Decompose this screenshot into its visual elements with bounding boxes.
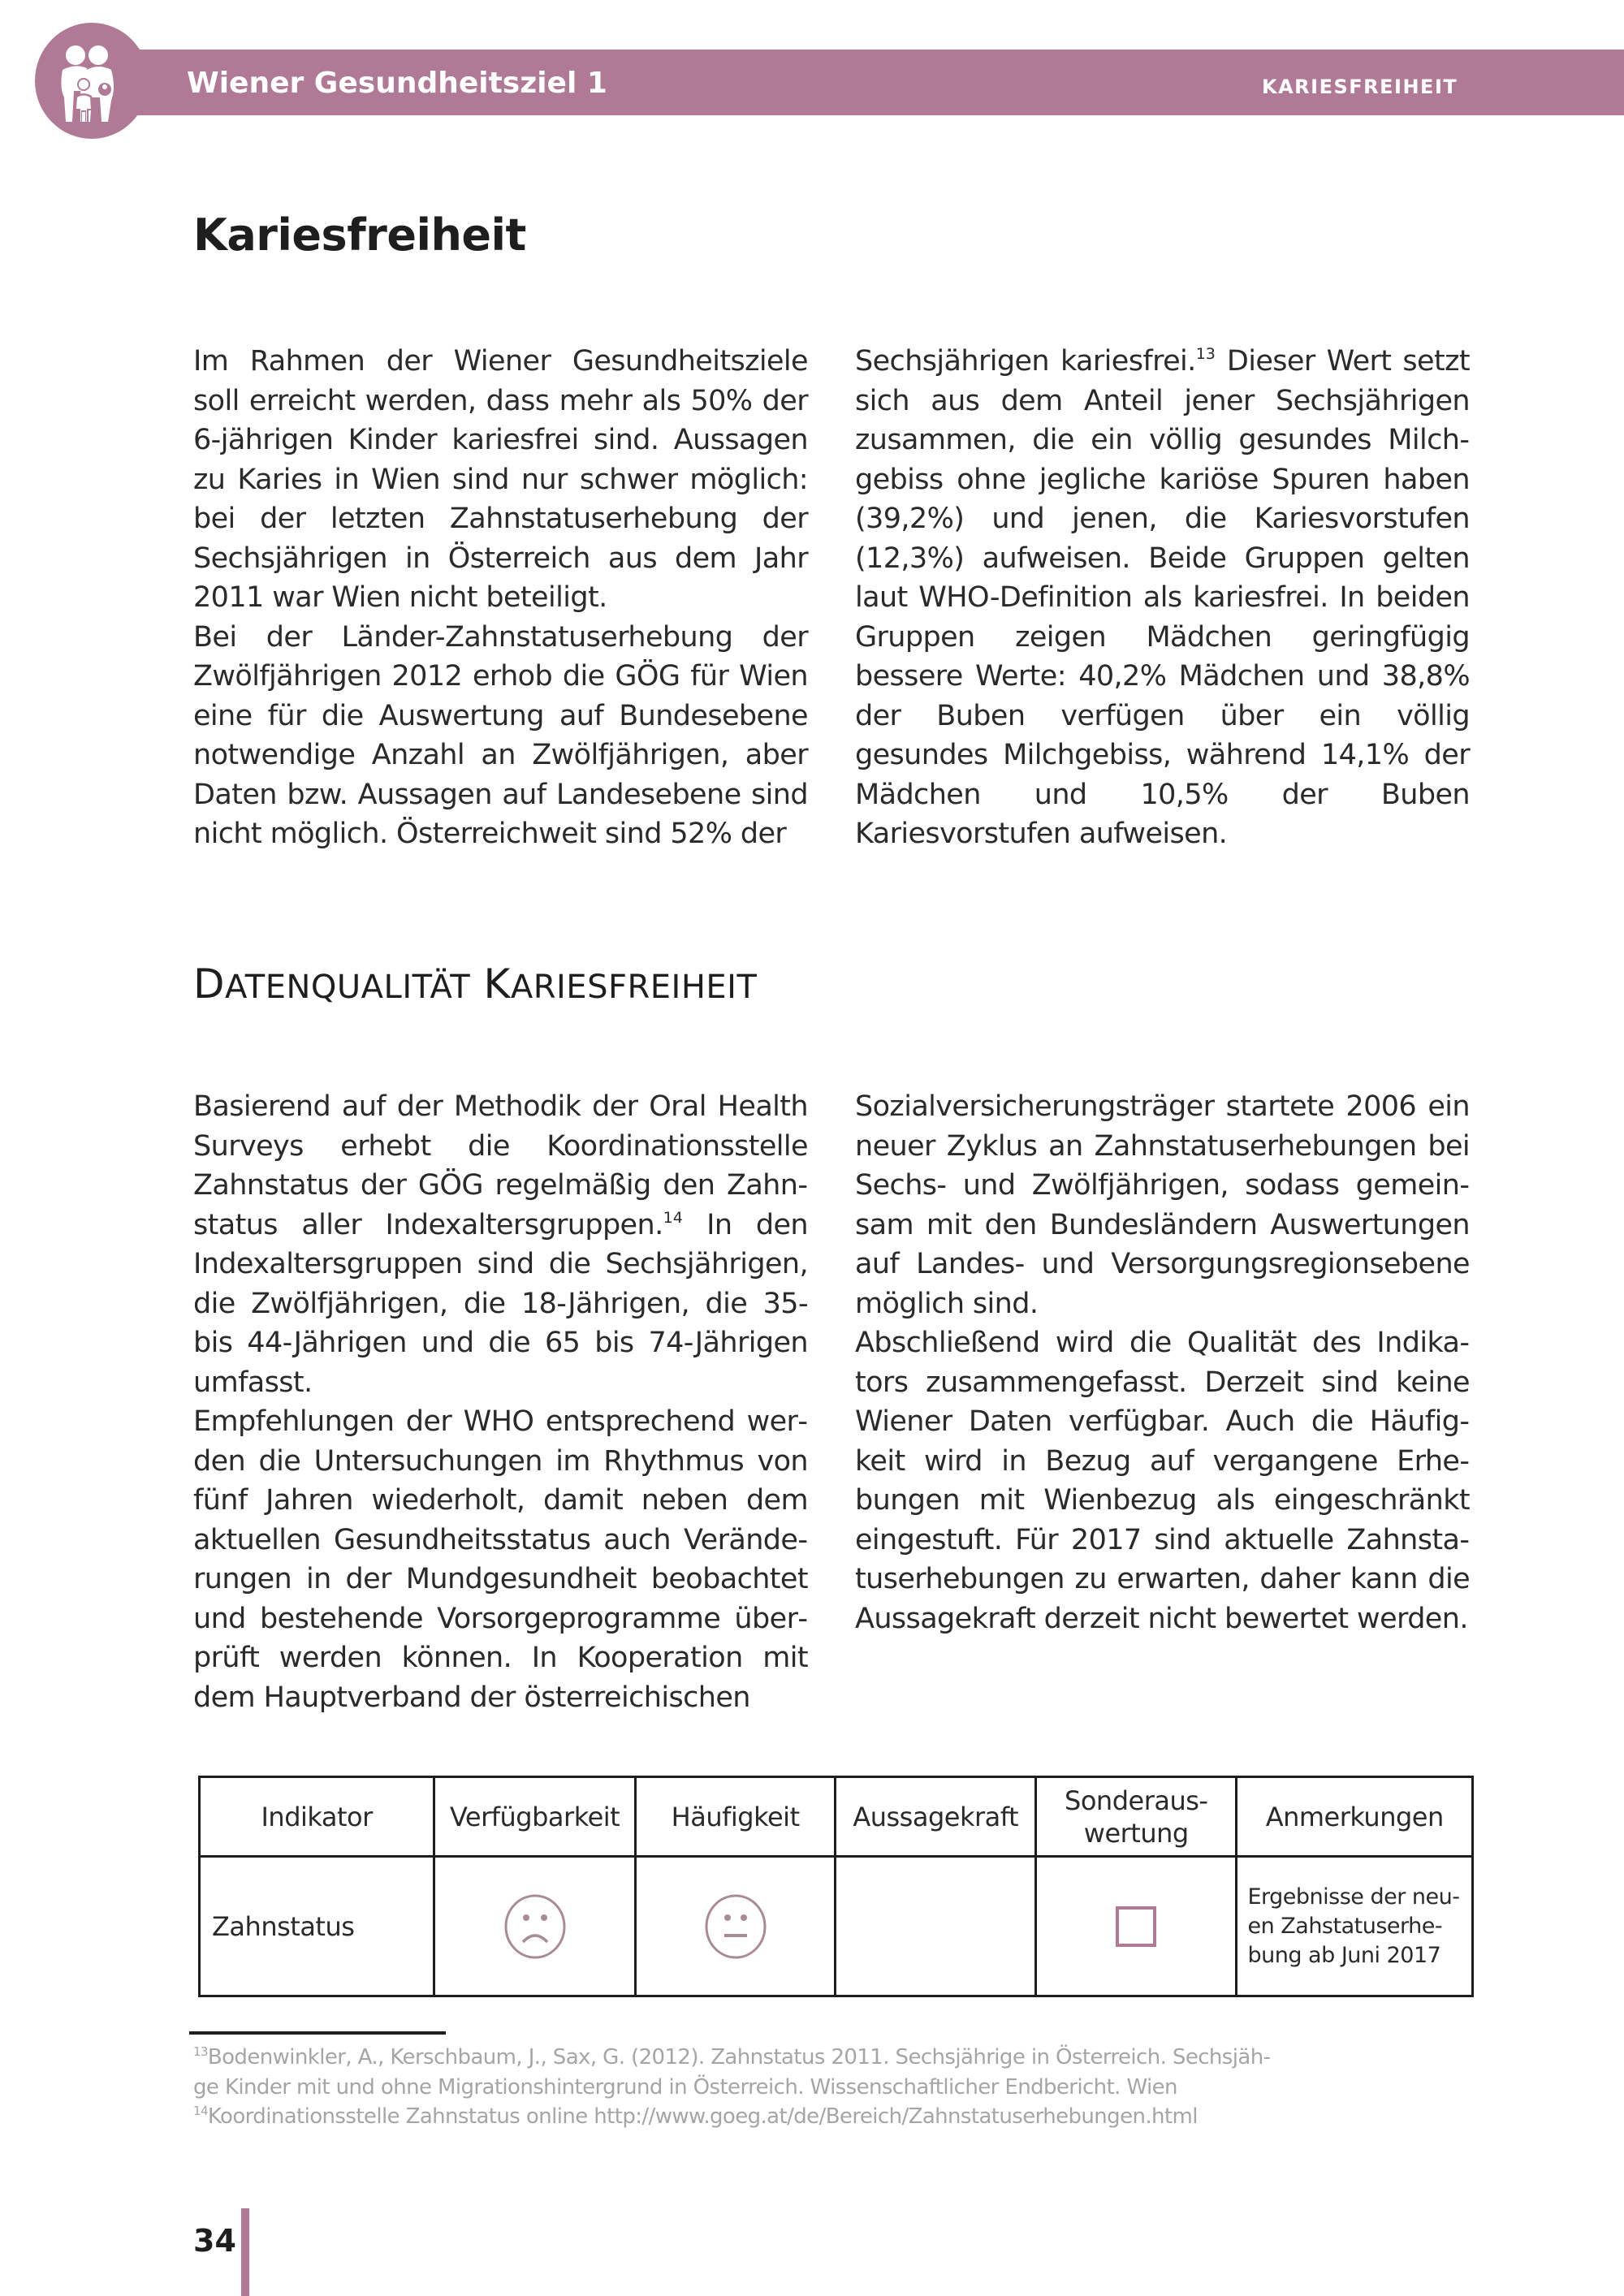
quality-paragraph-3: Sozialversicherungsträger startete 2006 ein neuer Zyklus an Zahnstatuserhebungen bei Sechs- und Zwölfjährigen, sodass gemeinsam mit den Bundesländern Auswertungen auf Landes- und Versorgungsregionsebene möglich sind. <box>855 1090 1470 1320</box>
section-title-rest: ATENQUALITÄT <box>225 969 471 1006</box>
section-title <box>193 958 757 1013</box>
header-indikator: Indikator <box>200 1777 434 1857</box>
intro-text: Dieser Wert setzt sich aus dem Anteil jener Sechsjährigen zusammen, die ein völlig gesundes Milchgebiss ohne jegliche kariöse Spuren haben (39,2%) und jenen, die Kariesvorstufen (12,3%) aufweisen. Beide Gruppen gelten laut WHO-Definition als kariesfrei. In beiden Gruppen zeigen Mädchen geringfügig bessere Werte: 40,2% Mädchen und 38,8% der Buben verfügen über ein völlig gesundes Milchgebiss, während 14,1% der Mädchen und 10,5% der Buben Kariesvorstufen aufweisen. <box>855 345 1470 850</box>
family-icon <box>35 23 149 139</box>
page-marker-bar <box>241 2208 249 2296</box>
intro-paragraph-1: Im Rahmen der Wiener Gesundheitsziele soll erreicht werden, dass mehr als 50% der 6-jährigen Kinder kariesfrei sind. Aussagen zu Karies in Wien sind nur schwer möglich: bei der letzten Zahnstatuserhebung der Sechsjährigen in Österreich aus dem Jahr 2011 war Wien nicht beteiligt. <box>193 345 808 614</box>
cell-indikator: Zahnstatus <box>200 1857 434 1996</box>
intro-column-left <box>193 342 808 854</box>
intro-column-right <box>855 342 1470 854</box>
footnote-13-continued <box>193 2073 1330 2103</box>
page-title: Kariesfreiheit <box>193 209 526 261</box>
note-text: Ergebnisse der neu- <box>1247 1884 1460 1910</box>
neutral-face-icon <box>703 1893 768 1960</box>
footnote-number: 13 <box>193 2044 208 2059</box>
header-text: wertung <box>1083 1817 1189 1849</box>
empty-checkbox-icon <box>1116 1906 1156 1947</box>
quality-text: In den Indexaltersgruppen sind die Sechsjährigen, die Zwölfjährigen, die 18-Jährigen, die 35- bis 44-Jährigen und die 65 bis 74-Jährigen umfasst. <box>193 1208 808 1399</box>
section-title-initial: D <box>193 960 226 1008</box>
cell-aussagekraft <box>836 1857 1036 1996</box>
footnote-13 <box>193 2043 1330 2073</box>
footnote-14 <box>193 2102 1330 2132</box>
cell-verfuegbarkeit <box>434 1857 636 1996</box>
quality-column-right <box>855 1087 1470 1638</box>
header-aussagekraft: Aussagekraft <box>836 1777 1036 1857</box>
header-text: Sonderaus- <box>1065 1785 1208 1816</box>
footnote-number: 14 <box>193 2104 208 2118</box>
quality-column-left <box>193 1087 808 1717</box>
footnote-ref-14[interactable]: 14 <box>663 1208 683 1227</box>
indicator-quality-table <box>198 1776 1474 1997</box>
section-title-initial: K <box>483 960 511 1008</box>
intro-paragraph-2: Bei der Länder-Zahnstatuserhebung der Zwölfjährigen 2012 erhob die GÖG für Wien eine für die Auswertung auf Bundesebene notwendige Anzahl an Zwölfjährigen, aber Daten bzw. Aussagen auf Landesebene sind nicht möglich. Österreichweit sind 52% der <box>193 620 808 850</box>
intro-text: Sechsjährigen kariesfrei. <box>855 345 1196 378</box>
note-text: en Zahstatuserhe- <box>1247 1913 1443 1939</box>
cell-haeufigkeit <box>635 1857 835 1996</box>
footnote-divider <box>189 2031 446 2035</box>
note-text: bung ab Juni 2017 <box>1247 1942 1441 1968</box>
footnote-link[interactable]: Koordinationsstelle Zahnstatus online http://www.goeg.at/de/Bereich/Zahnstatuserhebungen.html <box>207 2104 1198 2129</box>
footnote-ref-13[interactable]: 13 <box>1195 345 1216 363</box>
header-anmerkungen: Anmerkungen <box>1237 1777 1473 1857</box>
table-row <box>200 1857 1473 1996</box>
cell-sonderauswertung <box>1036 1857 1237 1996</box>
quality-paragraph-1 <box>193 1087 808 1402</box>
quality-text: Basierend auf der Methodik der Oral Health Surveys erhebt die Koordinationsstelle Zahnstatus der GÖG regelmäßig den Zahnstatus aller Indexaltersgruppen. <box>193 1090 808 1241</box>
header-haeufigkeit: Häufigkeit <box>635 1777 835 1857</box>
quality-paragraph-4: Abschließend wird die Qualität des Indikators zusammengefasst. Derzeit sind keine Wiener Daten verfügbar. Auch die Häufigkeit wird in Bezug auf vergangene Erhebungen mit Wienbezug als eingeschränkt eingestuft. Für 2017 sind aktuelle Zahnstatuserhebungen zu erwarten, daher kann die Aussagekraft derzeit nicht bewertet werden. <box>855 1327 1470 1635</box>
footnotes <box>193 2043 1330 2132</box>
header-verfuegbarkeit: Verfügbarkeit <box>434 1777 636 1857</box>
header-sonderauswertung <box>1036 1777 1237 1857</box>
table-header-row <box>200 1777 1473 1857</box>
footnote-text: ge Kinder mit und ohne Migrationshintergrund in Österreich. Wissenschaftlicher Endbericht. Wien <box>193 2074 1177 2100</box>
header-title: Wiener Gesundheitsziel 1 <box>187 67 607 100</box>
section-title-rest: ARIESFREIHEIT <box>510 969 758 1006</box>
cell-anmerkungen <box>1237 1857 1473 1996</box>
quality-paragraph-2: Empfehlungen der WHO entsprechend werden die Untersuchungen im Rhythmus von fünf Jahren wiederholt, damit neben dem aktuellen Gesundheitsstatus auch Veränderungen in der Mundgesundheit beobachtet und bestehende Vorsorgeprogramme überprüft werden können. In Kooperation mit dem Hauptverband der österreichischen <box>193 1405 808 1714</box>
intro-paragraph-3 <box>855 342 1470 854</box>
page-number: 34 <box>193 2223 236 2259</box>
header-section-label: KARIESFREIHEIT <box>1262 76 1458 98</box>
sad-face-icon <box>503 1893 568 1960</box>
footnote-text: Bodenwinkler, A., Kerschbaum, J., Sax, G. (2012). Zahnstatus 2011. Sechsjährige in Österreich. Sechsjäh- <box>207 2045 1271 2069</box>
